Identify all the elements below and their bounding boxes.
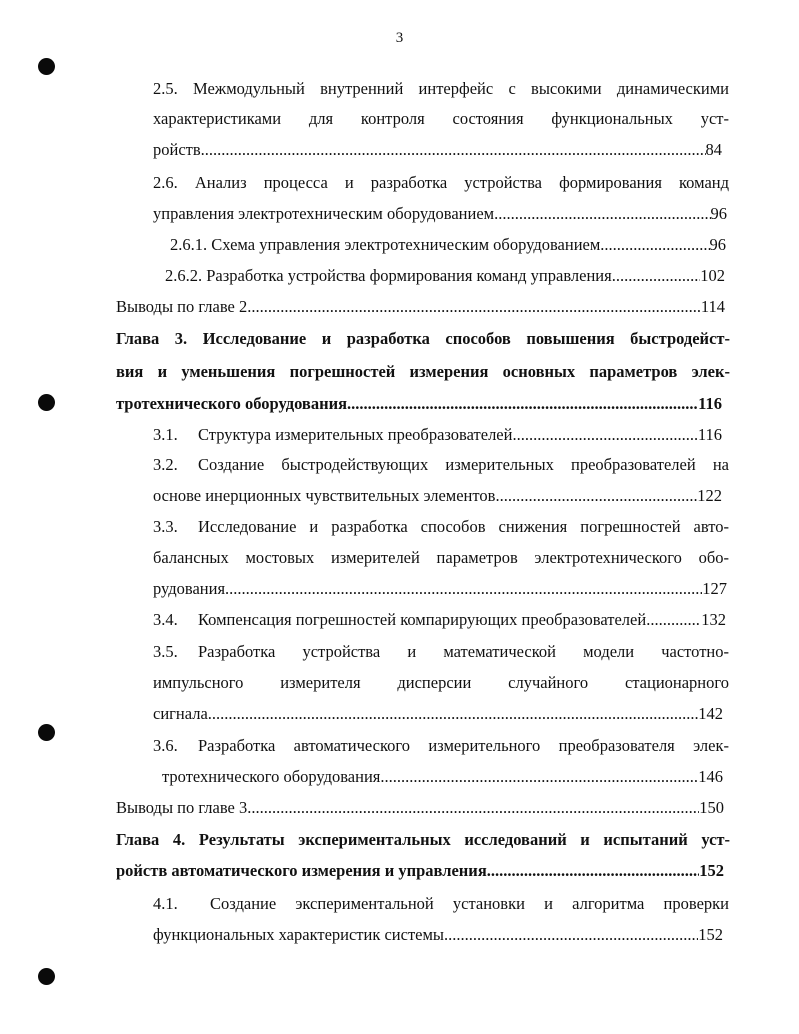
- leader-dots: [487, 860, 700, 882]
- toc-page: 152: [699, 861, 724, 880]
- leader-dots: [646, 609, 701, 631]
- toc-entry-text: 2.6.2. Разработка устройства формирования команд управления: [165, 266, 612, 285]
- toc-4-1-line2: функциональных характеристик системы: [153, 925, 445, 944]
- leader-dots: [247, 797, 699, 819]
- toc-3-3-line1: Исследование и разработка способов снижения погрешностей авто-: [198, 517, 729, 536]
- leader-dots: [494, 203, 710, 225]
- toc-3-5-line2: импульсного измерителя дисперсии случайного стационарного: [153, 673, 729, 692]
- toc-entry-text: Компенсация погрешностей компарирующих преобразователей: [198, 610, 647, 629]
- leader-dots: [225, 578, 702, 600]
- toc-2-5-line2: характеристиками для контроля состояния функциональных уст-: [153, 109, 729, 128]
- leader-dots: [201, 139, 706, 161]
- binding-hole-icon: [38, 394, 55, 411]
- toc-3-5-num: 3.5.: [153, 642, 178, 661]
- toc-entry-3-3[interactable]: [153, 578, 727, 600]
- toc-page: 114: [700, 297, 725, 316]
- toc-3-3-line3: рудования: [153, 579, 226, 598]
- toc-page: 122: [697, 486, 722, 505]
- toc-2-6-line2: управления электротехническим оборудованием: [153, 204, 495, 223]
- toc-3-5-line3: сигнала: [153, 704, 208, 723]
- toc-4-1-num: 4.1.: [153, 894, 178, 913]
- toc-entry-4-1[interactable]: [153, 924, 723, 946]
- toc-entry-conclusions-2[interactable]: [116, 296, 725, 318]
- toc-2-5-line1: 2.5. Межмодульный внутренний интерфейс с высокими динамическими: [153, 79, 729, 98]
- binding-hole-icon: [38, 968, 55, 985]
- toc-page: 96: [710, 204, 727, 223]
- toc-3-2-line1: Создание быстродействующих измерительных преобразователей на: [198, 455, 729, 474]
- toc-4-1-line1: Создание экспериментальной установки и алгоритма проверки: [210, 894, 729, 913]
- toc-3-6-line1: Разработка автоматического измерительного преобразователя элек-: [198, 736, 729, 755]
- toc-entry-3-4[interactable]: [198, 609, 726, 631]
- toc-page: 84: [705, 140, 722, 159]
- leader-dots: [247, 296, 701, 318]
- toc-chapter-4-line1: Глава 4. Результаты экспериментальных исследований и испытаний уст-: [116, 830, 730, 849]
- toc-page: 116: [698, 394, 722, 413]
- leader-dots: [612, 265, 701, 287]
- leader-dots: [444, 924, 698, 946]
- binding-hole-icon: [38, 724, 55, 741]
- toc-entry-2-6-2[interactable]: [165, 265, 725, 287]
- toc-entry-2-6-1[interactable]: [170, 234, 726, 256]
- toc-3-5-line1: Разработка устройства и математической модели частотно-: [198, 642, 729, 661]
- toc-chapter-3-line3: тротехнического оборудования: [116, 394, 348, 413]
- page-number: 3: [395, 30, 404, 46]
- toc-entry-conclusions-3[interactable]: [116, 797, 724, 819]
- toc-page: 142: [698, 704, 723, 723]
- toc-page: 152: [698, 925, 723, 944]
- toc-page: 116: [697, 425, 722, 444]
- toc-page: 102: [700, 266, 725, 285]
- toc-entry-3-1[interactable]: [198, 424, 722, 446]
- toc-entry-chapter-3[interactable]: [116, 393, 722, 415]
- toc-3-2-num: 3.2.: [153, 455, 178, 474]
- toc-entry-3-2[interactable]: [153, 485, 722, 507]
- toc-2-5-line3: ройств: [153, 140, 201, 159]
- toc-entry-2-6[interactable]: [153, 203, 727, 225]
- toc-entry-text: 2.6.1. Схема управления электротехническим оборудованием: [170, 235, 601, 254]
- toc-chapter-3-line2: вия и уменьшения погрешностей измерения основных параметров элек-: [116, 362, 730, 381]
- toc-3-4-num: 3.4.: [153, 610, 178, 629]
- toc-page: 132: [701, 610, 726, 629]
- toc-page: 96: [709, 235, 726, 254]
- leader-dots: [347, 393, 698, 415]
- binding-hole-icon: [38, 58, 55, 75]
- leader-dots: [208, 703, 698, 725]
- leader-dots: [512, 424, 697, 446]
- toc-3-2-line2: основе инерционных чувствительных элементов: [153, 486, 496, 505]
- toc-entry-text: Выводы по главе 2: [116, 297, 248, 316]
- toc-chapter-4-line2: ройств автоматического измерения и управления: [116, 861, 487, 880]
- toc-page: 146: [698, 767, 723, 786]
- toc-2-6-line1: 2.6. Анализ процесса и разработка устройства формирования команд: [153, 173, 729, 192]
- toc-entry-text: Выводы по главе 3: [116, 798, 248, 817]
- leader-dots: [380, 766, 698, 788]
- toc-chapter-3-line1: Глава 3. Исследование и разработка способов повышения быстродейст-: [116, 329, 730, 348]
- toc-entry-3-6[interactable]: [162, 766, 723, 788]
- toc-entry-text: Структура измерительных преобразователей: [198, 425, 513, 444]
- toc-page: 127: [702, 579, 727, 598]
- toc-3-6-line2: тротехнического оборудования: [162, 767, 381, 786]
- toc-3-1-num: 3.1.: [153, 425, 178, 444]
- leader-dots: [495, 485, 697, 507]
- toc-3-3-line2: балансных мостовых измерителей параметров электротехнического обо-: [153, 548, 729, 567]
- toc-entry-chapter-4[interactable]: [116, 860, 724, 882]
- toc-entry-3-5[interactable]: [153, 703, 723, 725]
- toc-3-6-num: 3.6.: [153, 736, 178, 755]
- toc-entry-2-5[interactable]: [153, 139, 722, 161]
- toc-3-3-num: 3.3.: [153, 517, 178, 536]
- toc-page: 150: [699, 798, 724, 817]
- leader-dots: [600, 234, 709, 256]
